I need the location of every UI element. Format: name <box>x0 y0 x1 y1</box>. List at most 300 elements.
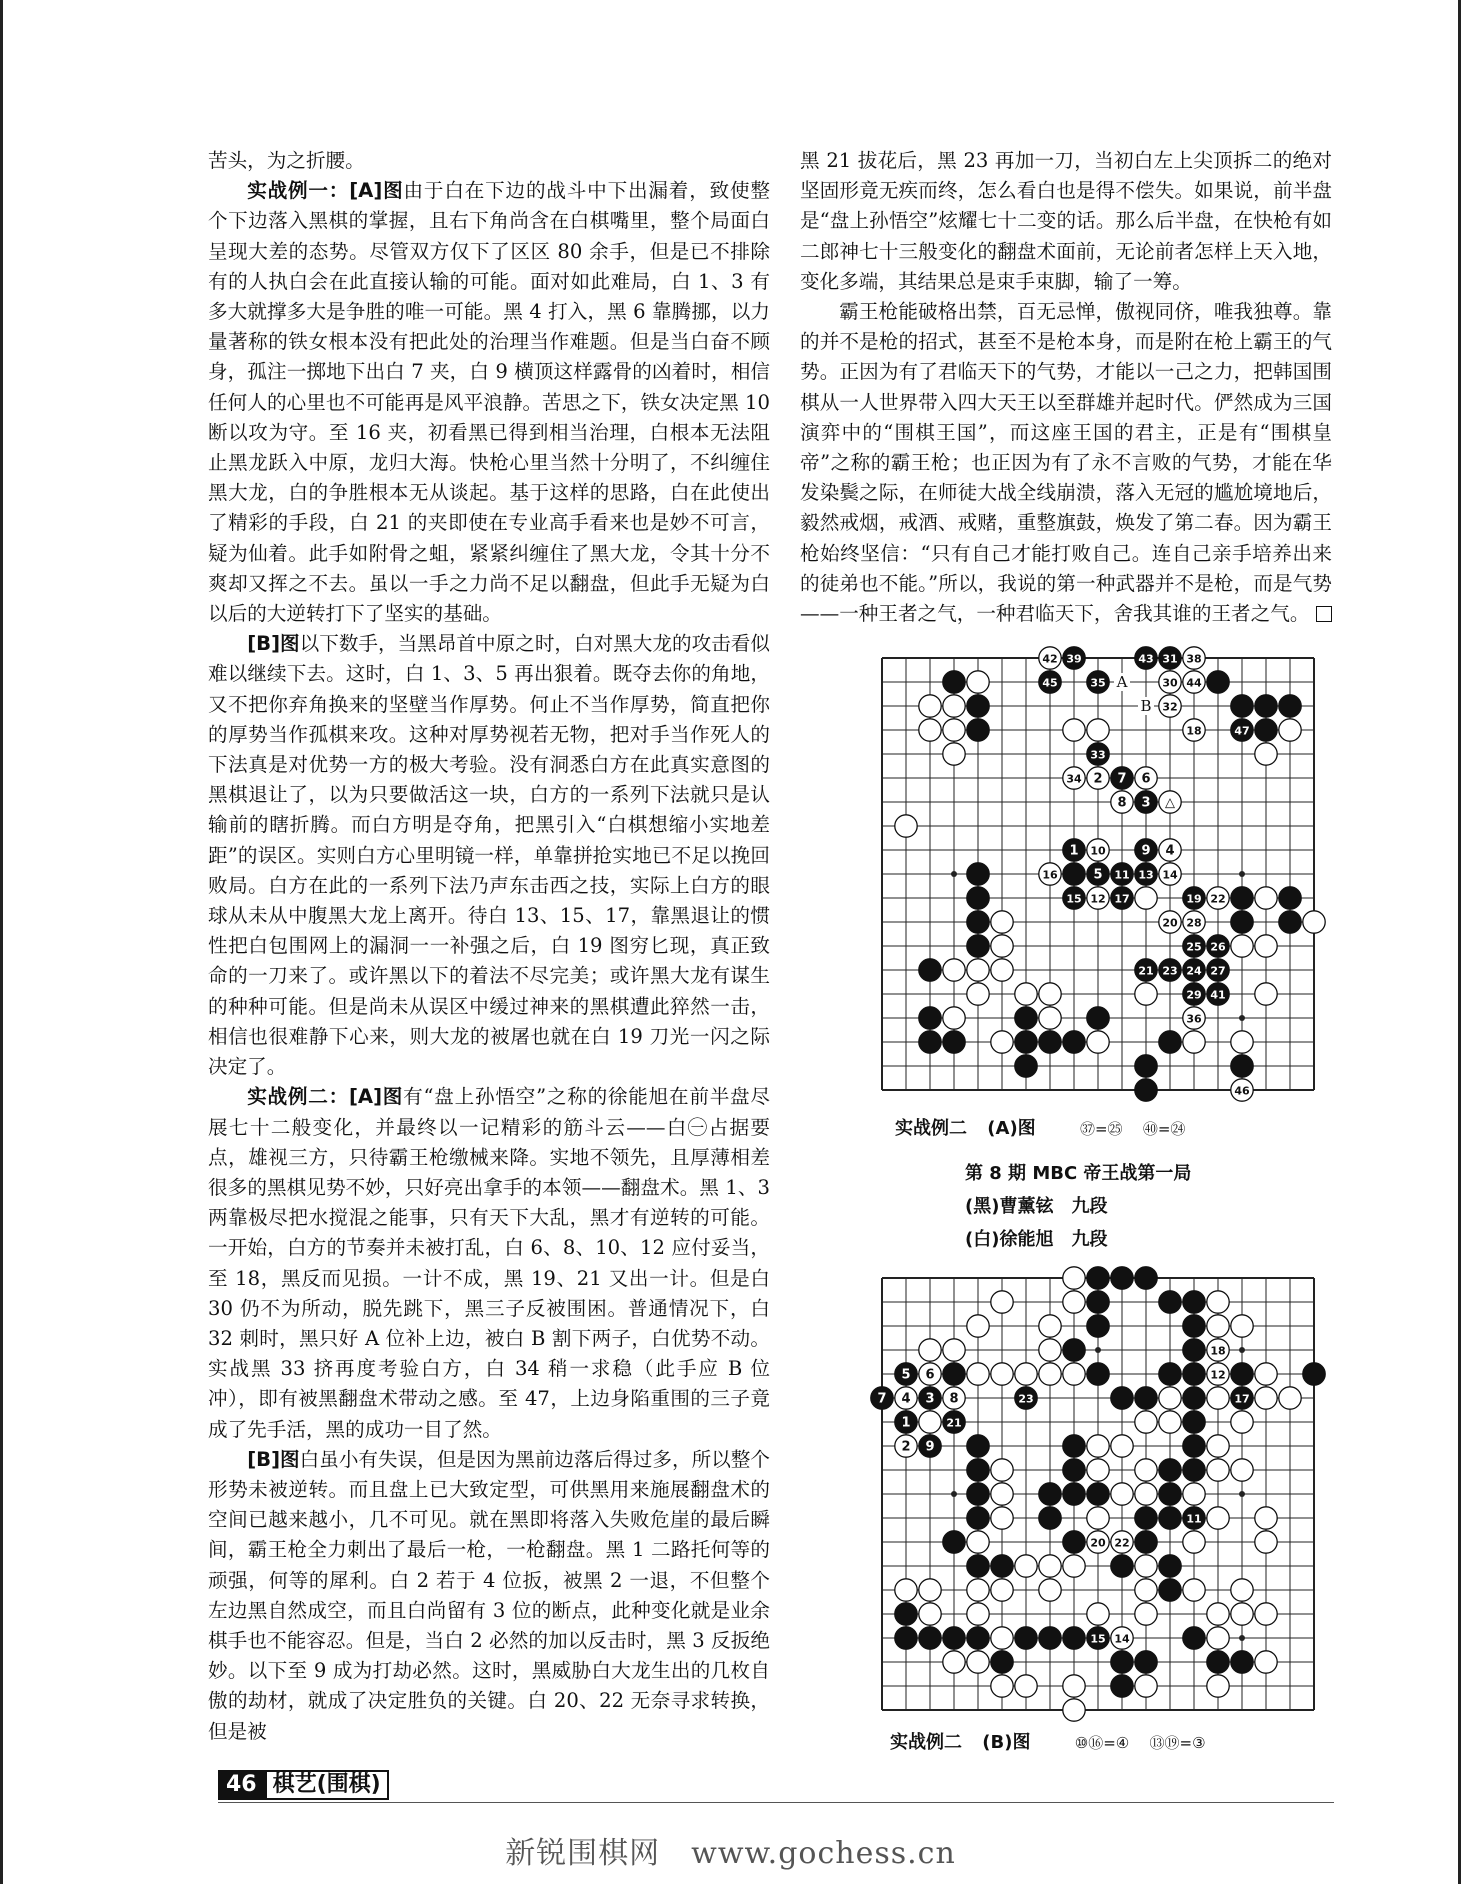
diagram-b-black-stone <box>1183 1459 1205 1481</box>
example2-b-label: [B]图 <box>247 1447 300 1471</box>
diagram-b-star-point <box>1239 1347 1245 1353</box>
diagram-a-black-stone <box>919 959 941 981</box>
diagram-a-white-stone <box>1231 935 1253 957</box>
diagram-b-black-stone <box>967 1483 989 1505</box>
diagram-a-black-stone <box>1231 887 1253 909</box>
diagram-b-black-stone <box>895 1627 917 1649</box>
diagram-b-move-number: 23 <box>1018 1392 1034 1406</box>
diagram-a-move-number: 27 <box>1210 964 1226 978</box>
diagram-b-white-stone <box>1207 1291 1229 1313</box>
diagram-b-black-stone <box>1183 1363 1205 1385</box>
diagram-a-black-stone <box>1039 1031 1061 1053</box>
diagram-b-white-stone <box>1039 1363 1061 1385</box>
diagram-b-move-number: 9 <box>925 1439 935 1455</box>
diagram-b-black-stone <box>967 1627 989 1649</box>
diagram-b-white-stone <box>991 1507 1013 1529</box>
diagram-b-white-stone <box>919 1339 941 1361</box>
diagram-b-white-stone <box>1039 1579 1061 1601</box>
page-footer <box>218 1770 389 1800</box>
diagram-a-white-stone <box>967 959 989 981</box>
diagram-b-white-stone <box>1231 1411 1253 1433</box>
diagram-a-move-number: 11 <box>1114 868 1130 882</box>
diagram-b-white-stone <box>1159 1387 1181 1409</box>
diagram-a-move-number: 19 <box>1186 892 1202 906</box>
diagram-b-black-stone <box>895 1603 917 1625</box>
diagram-a-equivalence-2: ㊵=㉔ <box>1142 1120 1186 1138</box>
diagram-b-black-stone <box>919 1627 941 1649</box>
diagram-a-move-number: 4 <box>1165 843 1175 859</box>
diagram-b-white-stone <box>1183 1531 1205 1553</box>
example1-heading: 实战例一： <box>247 179 350 203</box>
diagram-a-move-number: 20 <box>1162 916 1178 930</box>
diagram-a-move-number: 28 <box>1186 916 1202 930</box>
diagram-b-white-stone <box>1207 1459 1229 1481</box>
diagram-b-white-stone <box>1039 1339 1061 1361</box>
diagram-b-black-stone <box>1183 1339 1205 1361</box>
diagram-b-white-stone <box>967 1603 989 1625</box>
diagram-a-move-number: 16 <box>1042 868 1058 882</box>
diagram-a-black-stone <box>1279 695 1301 717</box>
diagram-a-move-number: 14 <box>1162 868 1178 882</box>
diagram-b-white-stone <box>991 1291 1013 1313</box>
watermark: 新锐围棋网 www.gochess.cn <box>505 1836 956 1871</box>
diagram-b-white-stone <box>1207 1435 1229 1457</box>
diagram-a-black-stone <box>967 935 989 957</box>
diagram-b-move-number: 15 <box>1090 1632 1106 1646</box>
diagram-a-caption-title: 实战例二 <box>895 1118 967 1139</box>
diagram-a-black-stone <box>943 1031 965 1053</box>
diagram-b-caption <box>890 1728 1220 1754</box>
diagram-a-move-number: 1 <box>1069 843 1079 859</box>
paragraph-intro: 苦头，为之折腰。 <box>208 149 365 172</box>
diagram-a-black-stone <box>1255 695 1277 717</box>
white-player: (白)徐能旭 九段 <box>965 1229 1108 1250</box>
diagram-b-white-stone <box>967 1651 989 1673</box>
diagram-a-black-stone <box>1087 1007 1109 1029</box>
diagram-a-move-number: 30 <box>1162 676 1178 690</box>
diagram-a-white-stone <box>943 695 965 717</box>
diagram-b-black-stone <box>1111 1555 1133 1577</box>
diagram-a-move-number: 26 <box>1210 940 1226 954</box>
diagram-b-black-stone <box>1111 1387 1133 1409</box>
diagram-a-white-stone <box>943 1007 965 1029</box>
diagram-b-black-stone <box>1183 1291 1205 1313</box>
diagram-b-white-stone <box>1087 1603 1109 1625</box>
diagram-b-white-stone <box>1087 1435 1109 1457</box>
diagram-a-white-stone <box>967 983 989 1005</box>
diagram-b-white-stone <box>1183 1579 1205 1601</box>
diagram-a-move-number: 33 <box>1090 748 1106 762</box>
diagram-b-white-stone <box>1231 1579 1253 1601</box>
diagram-a-move-number: 8 <box>1117 795 1127 811</box>
diagram-b-white-stone <box>991 1459 1013 1481</box>
diagram-b-black-stone <box>1135 1507 1157 1529</box>
diagram-b-black-stone <box>967 1507 989 1529</box>
diagram-b-black-stone <box>1039 1507 1061 1529</box>
example1-b-label: [B]图 <box>247 632 300 656</box>
diagram-b-white-stone <box>1207 1315 1229 1337</box>
example2-b-text: 白虽小有失误，但是因为黑前边落后得过多，所以整个形势未被逆转。而且盘上已大致定型，可供黑用来施展翻盘术的空间已越来越小，几不可见。就在黑即将落入失败危崖的最后瞬间，霸王枪全力刺出了最后一枪，一枪翻盘。黑 1 二路托何等的顽强，何等的犀利。白 2 若于 4 位扳，被黑 2 一退，不但整个左边黑自然成空，而且白尚留有 3 位的断点，此种变化就是业余棋手也不能容忍。但是，当白 2 必然的加以反击时，黑 3 反扳绝妙。以下至 9 成为打劫必然。这时，黑威胁白大龙生出的几枚自傲的劫材，就成了决定胜负的关键。白 20、22 无奈寻求转换，但是被 <box>208 1447 770 1743</box>
diagram-b-equivalence-1: ⑩⑯=④ <box>1074 1734 1130 1752</box>
diagram-a-move-number: 3 <box>1141 795 1151 811</box>
example2-a-text: 有“盘上孙悟空”之称的徐能旭在前半盘尽展七十二般变化，并最终以一记精彩的筋斗云——白㊀占据要点，雄视三方，只待霸王枪缴械来降。实地不领先，且厚薄相差很多的黑棋见势不妙，只好亮出拿手的本领——翻盘术。黑 1、3 两靠极尽把水搅混之能事，只有天下大乱，黑才有逆转的可能。一开始，白方的节奏并未被打乱，白 6、8、10、12 应付妥当，至 18，黑反而见损。一计不成，黑 19、21 又出一计。但是白 30 仍不为所动，脱先跳下，黑三子反被围困。普通情况下，白 32 刺时，黑只好 A 位补上边，被白 B 割下两子，白优势不动。实战黑 33 挤再度考验白方，白 34 稍一求稳（此手应 B 位冲），即有被黑翻盘术带动之感。至 47，上边身陷重围的三子竟成了先手活，黑的成功一目了然。 <box>208 1085 771 1441</box>
diagram-b-white-stone <box>1087 1507 1109 1529</box>
example2-a-label: [A]图 <box>348 1085 404 1109</box>
diagram-a-star-point <box>1239 871 1245 877</box>
diagram-b-move-number: 4 <box>901 1391 911 1407</box>
diagram-b-white-stone <box>895 1579 917 1601</box>
diagram-b-move-number: 5 <box>901 1367 911 1383</box>
diagram-a-move-number: 29 <box>1186 988 1202 1002</box>
diagram-a-move-number: 42 <box>1042 652 1058 666</box>
diagram-a-move-number: △ <box>1165 795 1175 811</box>
diagram-b-black-stone <box>1303 1363 1325 1385</box>
diagram-a-white-stone <box>943 959 965 981</box>
diagram-a-move-number: 34 <box>1066 772 1082 786</box>
diagram-b-white-stone <box>1231 1459 1253 1481</box>
diagram-b-move-number: 22 <box>1114 1536 1130 1550</box>
diagram-b-black-stone <box>1231 1363 1253 1385</box>
diagram-b-white-stone <box>1063 1363 1085 1385</box>
diagram-a-black-stone <box>919 1031 941 1053</box>
diagram-b-white-stone <box>943 1651 965 1673</box>
diagram-a-white-stone <box>895 815 917 837</box>
diagram-a-move-number: 5 <box>1093 867 1103 883</box>
diagram-a-move-number: 22 <box>1210 892 1226 906</box>
diagram-a-white-stone <box>943 743 965 765</box>
diagram-a-black-stone <box>1063 1031 1085 1053</box>
diagram-b-white-stone <box>1039 1315 1061 1337</box>
diagram-b-move-number: 21 <box>946 1416 962 1430</box>
diagram-a-white-stone <box>1183 1031 1205 1053</box>
go-board-diagram-a <box>866 642 1332 1108</box>
diagram-b-white-stone <box>1135 1483 1157 1505</box>
diagram-a-white-stone <box>991 1031 1013 1053</box>
diagram-a-move-number: 18 <box>1186 724 1202 738</box>
diagram-a-black-stone <box>1207 671 1229 693</box>
diagram-b-white-stone <box>1087 1459 1109 1481</box>
diagram-a-move-number: 44 <box>1186 676 1202 690</box>
diagram-b-white-stone <box>1111 1483 1133 1505</box>
diagram-a-move-number: 43 <box>1138 652 1154 666</box>
diagram-b-white-stone <box>967 1531 989 1553</box>
left-column <box>208 146 771 1743</box>
diagram-a-move-number: 25 <box>1186 940 1202 954</box>
diagram-b-move-number: 17 <box>1234 1392 1250 1406</box>
diagram-b-white-stone <box>1183 1483 1205 1505</box>
diagram-a-move-number: 10 <box>1090 844 1106 858</box>
diagram-b-white-stone <box>1063 1291 1085 1313</box>
diagram-b-black-stone <box>1111 1267 1133 1289</box>
diagram-b-black-stone <box>967 1555 989 1577</box>
diagram-b-white-stone <box>1015 1363 1037 1385</box>
go-board-diagram-b <box>866 1262 1332 1728</box>
diagram-b-black-stone <box>1111 1675 1133 1697</box>
diagram-b-white-stone <box>991 1579 1013 1601</box>
diagram-b-white-stone <box>1231 1315 1253 1337</box>
example1-a-label: [A]图 <box>349 179 404 203</box>
diagram-b-black-stone <box>1063 1627 1085 1649</box>
diagram-b-black-stone <box>1159 1483 1181 1505</box>
diagram-b-white-stone <box>1207 1603 1229 1625</box>
diagram-b-black-stone <box>1135 1267 1157 1289</box>
diagram-b-white-stone <box>1063 1555 1085 1577</box>
right-column <box>800 146 1332 629</box>
diagram-b-white-stone <box>1255 1387 1277 1409</box>
diagram-b-caption-title: 实战例二 <box>890 1732 962 1753</box>
diagram-a-black-stone <box>1231 911 1253 933</box>
diagram-a-black-stone <box>1231 695 1253 717</box>
diagram-b-white-stone <box>1207 1675 1229 1697</box>
diagram-a-black-stone <box>1015 1007 1037 1029</box>
diagram-a-white-stone <box>1255 983 1277 1005</box>
game-info <box>965 1157 1191 1256</box>
diagram-b-black-stone <box>967 1459 989 1481</box>
diagram-a-white-stone <box>991 959 1013 981</box>
diagram-a-black-stone <box>967 863 989 885</box>
diagram-a-white-stone <box>1039 1007 1061 1029</box>
diagram-a-star-point <box>1239 1015 1245 1021</box>
magazine-name: 棋艺(围棋) <box>265 1770 389 1800</box>
diagram-a-caption <box>895 1114 1199 1140</box>
diagram-b-white-stone <box>919 1603 941 1625</box>
diagram-b-black-stone <box>1135 1651 1157 1673</box>
conclusion-text: 霸王枪能破格出禁，百无忌惮，傲视同侪，唯我独尊。靠的并不是枪的招式，甚至不是枪本身，而是附在枪上霸王的气势。正因为有了君临天下的气势，才能以一己之力，把韩国围棋从一人世界带入四大天王以至群雄并起时代。俨然成为三国演弈中的“围棋王国”，而这座王国的君主，正是有“围棋皇帝”之称的霸王枪；也正因为有了永不言败的气势，才能在华发染鬓之际，在师徒大战全线崩溃，落入无冠的尴尬境地后，毅然戒烟，戒酒、戒赌，重整旗鼓，焕发了第二春。因为霸王枪始终坚信：“只有自己才能打败自己。连自己亲手培养出来的徒弟也不能。”所以，我说的第一种武器并不是枪，而是气势——一种王者之气，一种君临天下，舍我其谁的王者之气。 <box>800 300 1332 626</box>
diagram-b-white-stone <box>1207 1507 1229 1529</box>
diagram-a-black-stone <box>967 695 989 717</box>
diagram-b-move-number: 14 <box>1114 1632 1130 1646</box>
diagram-b-move-number: 8 <box>949 1391 959 1407</box>
diagram-a-move-number: 31 <box>1162 652 1178 666</box>
diagram-b-black-stone <box>1231 1651 1253 1673</box>
diagram-a-white-stone <box>943 719 965 741</box>
diagram-a-caption-label: (A)图 <box>987 1118 1036 1139</box>
example1-a-text: 由于白在下边的战斗中下出漏着，致使整个下边落入黑棋的掌握，且右下角尚含在白棋嘴里，整个局面白呈现大差的态势。尽管双方仅下了区区 80 余手，但是已不排除有的人执白会在此直接认输的可能。面对如此难局，白 1、3 有多大就撑多大是争胜的唯一可能。黑 4 打入，黑 6 靠腾挪，以力量著称的铁女根本没有把此处的治理当作难题。但是当白奋不顾身，孤注一掷地下出白 7 夹，白 9 横顶这样露骨的凶着时，相信任何人的心里也不可能再是风平浪静。苦思之下，铁女决定黑 10 断以攻为守。至 16 夹，初看黑已得到相当治理，白根本无法阻止黑龙跃入中原，龙归大海。快枪心里当然十分明了，不纠缠住黑大龙，白的争胜根本无从谈起。基于这样的思路，白在此使出了精彩的手段，白 21 的夹即使在专业高手看来也是妙不可言，疑为仙着。此手如附骨之蛆，紧紧纠缠住了黑大龙，令其十分不爽却又挥之不去。虽以一手之力尚不足以翻盘，但此手无疑为白以后的大逆转打下了坚实的基础。 <box>208 179 771 626</box>
diagram-a-move-number: 36 <box>1186 1012 1202 1026</box>
diagram-b-white-stone <box>1255 1531 1277 1553</box>
diagram-b-black-stone <box>1087 1267 1109 1289</box>
diagram-a-black-stone <box>919 1007 941 1029</box>
diagram-a-move-number: 46 <box>1234 1084 1250 1098</box>
diagram-a-white-stone <box>1303 911 1325 933</box>
diagram-a-white-stone <box>1087 719 1109 741</box>
diagram-a-move-number: 24 <box>1186 964 1202 978</box>
diagram-a-equivalence-1: ㊲=㉕ <box>1079 1120 1123 1138</box>
diagram-b-move-number: 7 <box>877 1391 887 1407</box>
diagram-b-white-stone <box>1039 1555 1061 1577</box>
diagram-b-white-stone <box>1063 1267 1085 1289</box>
diagram-a-black-stone <box>1231 1055 1253 1077</box>
diagram-a-white-stone <box>1255 743 1277 765</box>
paragraph-continuation: 黑 21 拔花后，黑 23 再加一刀，当初白左上尖顶拆二的绝对坚固形竟无疾而终，怎么看白也是得不偿失。如果说，前半盘是“盘上孙悟空”炫耀七十二变的话。那么后半盘，在快枪有如二郎神七十三般变化的翻盘术面前，无论前者怎样上天入地，变化多端，其结果总是束手束脚，输了一筹。 <box>800 149 1332 293</box>
diagram-b-white-stone <box>1255 1603 1277 1625</box>
diagram-a-move-number: 12 <box>1090 892 1106 906</box>
diagram-a-white-stone <box>1279 719 1301 741</box>
diagram-a-black-stone <box>943 671 965 693</box>
diagram-a-move-number: 32 <box>1162 700 1178 714</box>
black-player: (黑)曹薰铉 九段 <box>965 1196 1108 1217</box>
diagram-b-white-stone <box>991 1675 1013 1697</box>
diagram-a-white-stone <box>1135 983 1157 1005</box>
diagram-a-star-point <box>951 871 957 877</box>
diagram-b-white-stone <box>1231 1603 1253 1625</box>
diagram-b-black-stone <box>991 1555 1013 1577</box>
diagram-a-move-number: 6 <box>1141 771 1151 787</box>
diagram-b-white-stone <box>1135 1579 1157 1601</box>
diagram-a-white-stone <box>919 695 941 717</box>
diagram-a-white-stone <box>1015 983 1037 1005</box>
diagram-a-move-number: 15 <box>1066 892 1082 906</box>
diagram-a-move-number: 23 <box>1162 964 1178 978</box>
diagram-b-move-number: 1 <box>901 1415 911 1431</box>
diagram-a-black-stone <box>967 719 989 741</box>
diagram-a-move-number: 47 <box>1234 724 1250 738</box>
diagram-b-black-stone <box>1159 1579 1181 1601</box>
paragraph-example1-a <box>208 176 770 629</box>
diagram-b-white-stone <box>1255 1507 1277 1529</box>
diagram-b-star-point <box>1095 1347 1101 1353</box>
diagram-b-white-stone <box>1111 1435 1133 1457</box>
diagram-a-move-number: 9 <box>1141 843 1151 859</box>
diagram-b-black-stone <box>1063 1531 1085 1553</box>
diagram-b-white-stone <box>1135 1459 1157 1481</box>
diagram-b-white-stone <box>1255 1651 1277 1673</box>
paragraph-example1-b <box>208 629 770 1082</box>
diagram-b-move-number: 3 <box>925 1391 935 1407</box>
paragraph-example2-b <box>208 1445 770 1747</box>
diagram-b-move-number: 12 <box>1210 1368 1226 1382</box>
diagram-b-black-stone <box>1159 1291 1181 1313</box>
diagram-b-white-stone <box>991 1363 1013 1385</box>
diagram-b-star-point <box>1239 1491 1245 1497</box>
diagram-b-black-stone <box>1015 1627 1037 1649</box>
diagram-b-star-point <box>951 1491 957 1497</box>
diagram-a-white-stone <box>1039 983 1061 1005</box>
diagram-a-black-stone <box>1135 1079 1157 1101</box>
diagram-a-black-stone <box>1015 1031 1037 1053</box>
diagram-b-white-stone <box>1255 1363 1277 1385</box>
diagram-a-move-number: 13 <box>1138 868 1154 882</box>
diagram-b-move-number: 20 <box>1090 1536 1106 1550</box>
diagram-b-black-stone <box>943 1627 965 1649</box>
diagram-b-move-number: 18 <box>1210 1344 1226 1358</box>
diagram-b-white-stone <box>967 1579 989 1601</box>
diagram-b-black-stone <box>1159 1363 1181 1385</box>
diagram-b-white-stone <box>1135 1675 1157 1697</box>
diagram-b-star-point <box>1239 1635 1245 1641</box>
end-mark-icon <box>1316 606 1332 622</box>
diagram-b-move-number: 6 <box>925 1367 935 1383</box>
diagram-b-white-stone <box>1063 1699 1085 1721</box>
diagram-b-black-stone <box>1063 1483 1085 1505</box>
diagram-b-black-stone <box>1183 1435 1205 1457</box>
diagram-a-black-stone <box>967 911 989 933</box>
diagram-b-black-stone <box>943 1363 965 1385</box>
diagram-a-white-stone <box>967 671 989 693</box>
diagram-a-move-number: 7 <box>1117 771 1127 787</box>
diagram-b-white-stone <box>991 1627 1013 1649</box>
diagram-a-point-label: A <box>1116 673 1128 691</box>
paragraph-conclusion <box>800 297 1332 629</box>
diagram-b-caption-label: (B)图 <box>982 1732 1031 1753</box>
diagram-b-white-stone <box>919 1579 941 1601</box>
diagram-b-white-stone <box>967 1363 989 1385</box>
diagram-b-equivalence-2: ⑬⑲=③ <box>1149 1734 1206 1752</box>
diagram-b-white-stone <box>1159 1411 1181 1433</box>
diagram-a-white-stone <box>1087 1031 1109 1053</box>
diagram-b-white-stone <box>991 1483 1013 1505</box>
diagram-a-black-stone <box>1255 719 1277 741</box>
game-title: 第 8 期 MBC 帝王战第一局 <box>965 1163 1192 1184</box>
diagram-a-black-stone <box>1279 887 1301 909</box>
diagram-a-white-stone <box>1255 887 1277 909</box>
diagram-b-white-stone <box>1135 1411 1157 1433</box>
diagram-b-white-stone <box>1135 1603 1157 1625</box>
diagram-a-move-number: 38 <box>1186 652 1202 666</box>
diagram-b-white-stone <box>1135 1555 1157 1577</box>
diagram-a-move-number: 41 <box>1210 988 1226 1002</box>
diagram-b-black-stone <box>1159 1459 1181 1481</box>
diagram-b-black-stone <box>1087 1315 1109 1337</box>
diagram-a-white-stone <box>991 935 1013 957</box>
diagram-b-black-stone <box>1207 1651 1229 1673</box>
diagram-b-black-stone <box>1135 1387 1157 1409</box>
diagram-a-black-stone <box>1159 1031 1181 1053</box>
diagram-b-white-stone <box>919 1411 941 1433</box>
diagram-a-white-stone <box>991 911 1013 933</box>
diagram-b-white-stone <box>1063 1675 1085 1697</box>
diagram-b-black-stone <box>1063 1459 1085 1481</box>
diagram-b-white-stone <box>1279 1387 1301 1409</box>
paragraph-example2-a <box>208 1082 770 1444</box>
diagram-a-move-number: 2 <box>1093 771 1103 787</box>
diagram-a-white-stone <box>1063 719 1085 741</box>
diagram-b-black-stone <box>1087 1291 1109 1313</box>
diagram-a-black-stone <box>1015 1055 1037 1077</box>
diagram-b-white-stone <box>1015 1675 1037 1697</box>
diagram-a-black-stone <box>1135 1055 1157 1077</box>
diagram-a-white-stone <box>919 719 941 741</box>
diagram-b-black-stone <box>1159 1555 1181 1577</box>
diagram-b-move-number: 2 <box>901 1439 911 1455</box>
diagram-b-white-stone <box>943 1339 965 1361</box>
diagram-b-black-stone <box>1183 1627 1205 1649</box>
diagram-b-black-stone <box>1111 1651 1133 1673</box>
diagram-a-move-number: 45 <box>1042 676 1058 690</box>
diagram-b-black-stone <box>967 1435 989 1457</box>
diagram-b-black-stone <box>1039 1627 1061 1649</box>
diagram-a-black-stone <box>1063 863 1085 885</box>
diagram-b-black-stone <box>1159 1507 1181 1529</box>
diagram-b-black-stone <box>1087 1483 1109 1505</box>
diagram-b-white-stone <box>1207 1627 1229 1649</box>
diagram-a-move-number: 17 <box>1114 892 1130 906</box>
diagram-b-black-stone <box>1087 1363 1109 1385</box>
diagram-a-point-label: B <box>1140 697 1152 715</box>
diagram-b-black-stone <box>1063 1435 1085 1457</box>
diagram-b-white-stone <box>1015 1555 1037 1577</box>
diagram-a-white-stone <box>1255 935 1277 957</box>
diagram-a-move-number: 35 <box>1090 676 1106 690</box>
diagram-b-black-stone <box>991 1651 1013 1673</box>
diagram-a-move-number: 39 <box>1066 652 1082 666</box>
example2-heading: 实战例二： <box>247 1085 349 1109</box>
diagram-b-black-stone <box>1063 1339 1085 1361</box>
diagram-a-white-stone <box>1135 887 1157 909</box>
footer-rule <box>218 1802 1334 1803</box>
diagram-a-black-stone <box>1279 911 1301 933</box>
diagram-b-black-stone <box>1183 1387 1205 1409</box>
